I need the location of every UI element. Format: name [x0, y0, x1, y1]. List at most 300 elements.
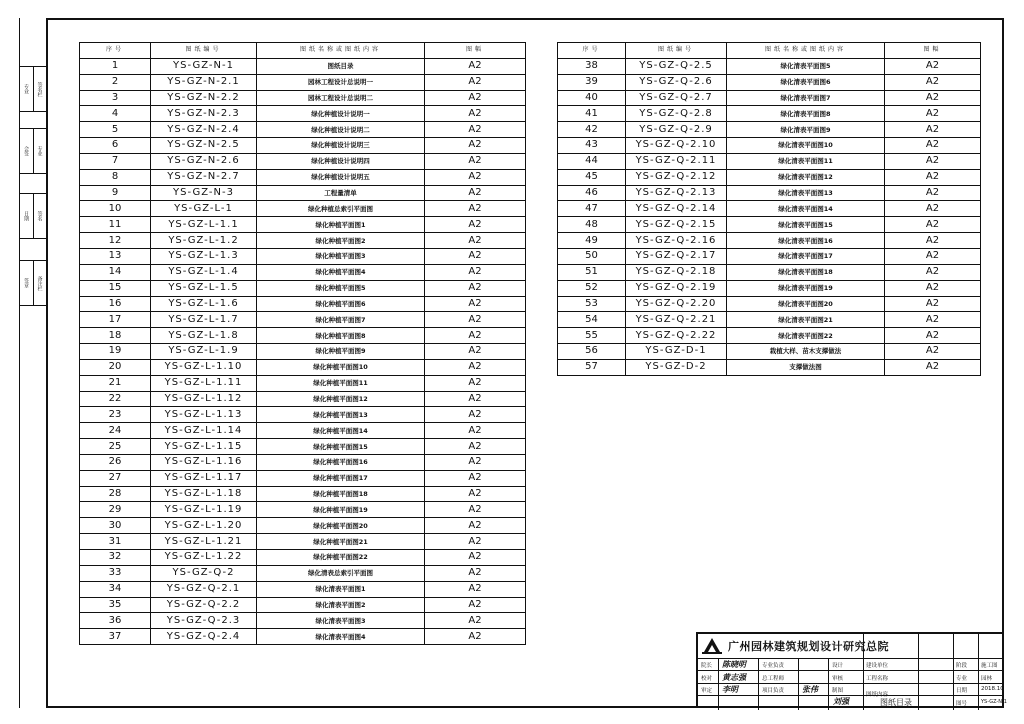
- drawing-code: YS-GZ-L-1.21: [151, 534, 257, 550]
- signature: 张伟: [802, 684, 818, 694]
- drawing-code: YS-GZ-L-1.1: [151, 217, 257, 233]
- signature: 黄志强: [722, 672, 746, 682]
- drawing-code: YS-GZ-N-2.4: [151, 122, 257, 138]
- drawing-title: 绿化种植平面图4: [257, 264, 425, 280]
- row-index: 6: [80, 138, 151, 154]
- col-header-index: 序号: [558, 43, 626, 59]
- table-row: [558, 264, 981, 280]
- paper-size: A2: [425, 296, 526, 312]
- paper-size: A2: [425, 550, 526, 566]
- row-index: 48: [558, 217, 626, 233]
- strip-label: 签章: [20, 261, 34, 305]
- row-index: 11: [80, 217, 151, 233]
- row-index: 8: [80, 169, 151, 185]
- strip-label: 会签: [20, 129, 34, 173]
- drawing-title: 绿化清表平面图8: [727, 106, 885, 122]
- table-row: [80, 312, 526, 328]
- drawing-title: 绿化清表平面图12: [727, 169, 885, 185]
- row-index: 55: [558, 328, 626, 344]
- drawing-code: YS-GZ-N-2.3: [151, 106, 257, 122]
- tb-label: 审核: [832, 676, 844, 682]
- table-row: [558, 359, 981, 375]
- drawing-title: 绿化清表平面图17: [727, 248, 885, 264]
- tb-value: 2018.10: [981, 686, 1004, 692]
- table-row: [80, 534, 526, 550]
- drawing-title: 绿化种植平面图6: [257, 296, 425, 312]
- table-row: [80, 502, 526, 518]
- drawing-code: YS-GZ-L-1.19: [151, 502, 257, 518]
- drawing-title: 园林工程设计总说明一: [257, 74, 425, 90]
- drawing-code: YS-GZ-Q-2.8: [626, 106, 727, 122]
- tb-value: YS-GZ-N-1: [981, 699, 1007, 705]
- paper-size: A2: [425, 185, 526, 201]
- drawing-title: 绿化清表平面图5: [727, 58, 885, 74]
- drawing-title: 绿化种植平面图8: [257, 328, 425, 344]
- drawing-code: YS-GZ-N-2.5: [151, 138, 257, 154]
- row-index: 1: [80, 58, 151, 74]
- drawing-code: YS-GZ-Q-2.9: [626, 122, 727, 138]
- row-index: 53: [558, 296, 626, 312]
- paper-size: A2: [885, 153, 981, 169]
- row-index: 14: [80, 264, 151, 280]
- row-index: 9: [80, 185, 151, 201]
- paper-size: A2: [425, 439, 526, 455]
- drawing-title: 绿化种植平面图10: [257, 359, 425, 375]
- drawing-title: 绿化种植设计说明三: [257, 138, 425, 154]
- strip-cell: [20, 260, 47, 306]
- drawing-title: 绿化清表总索引平面图: [257, 565, 425, 581]
- drawing-title: 绿化种植平面图5: [257, 280, 425, 296]
- row-index: 29: [80, 502, 151, 518]
- table-row: [80, 153, 526, 169]
- paper-size: A2: [425, 565, 526, 581]
- row-index: 22: [80, 391, 151, 407]
- table-row: [558, 248, 981, 264]
- row-index: 4: [80, 106, 151, 122]
- table-row: [558, 217, 981, 233]
- row-index: 30: [80, 518, 151, 534]
- tb-label: 制图: [832, 688, 844, 694]
- strip-label: 备注栏: [36, 275, 43, 291]
- tb-label: 审定: [701, 688, 713, 694]
- row-index: 44: [558, 153, 626, 169]
- drawing-code: YS-GZ-Q-2.12: [626, 169, 727, 185]
- paper-size: A2: [425, 201, 526, 217]
- table-row: [558, 153, 981, 169]
- drawing-title: 绿化清表平面图19: [727, 280, 885, 296]
- drawing-code: YS-GZ-Q-2.17: [626, 248, 727, 264]
- drawing-code: YS-GZ-Q-2.19: [626, 280, 727, 296]
- table-row: [80, 518, 526, 534]
- paper-size: A2: [885, 233, 981, 249]
- drawing-code: YS-GZ-L-1.13: [151, 407, 257, 423]
- drawing-code: YS-GZ-Q-2.22: [626, 328, 727, 344]
- row-index: 40: [558, 90, 626, 106]
- paper-size: A2: [885, 264, 981, 280]
- drawing-title: 绿化种植平面图11: [257, 375, 425, 391]
- drawing-code: YS-GZ-L-1.10: [151, 359, 257, 375]
- paper-size: A2: [425, 534, 526, 550]
- row-index: 35: [80, 597, 151, 613]
- table-row: [80, 581, 526, 597]
- drawing-code: YS-GZ-Q-2.7: [626, 90, 727, 106]
- paper-size: A2: [885, 280, 981, 296]
- drawing-code: YS-GZ-L-1.8: [151, 328, 257, 344]
- signature: 刘强: [833, 696, 849, 706]
- drawing-title: 绿化种植平面图19: [257, 502, 425, 518]
- paper-size: A2: [425, 280, 526, 296]
- row-index: 18: [80, 328, 151, 344]
- row-index: 17: [80, 312, 151, 328]
- drawing-title: 绿化种植设计说明一: [257, 106, 425, 122]
- tb-value: 园林: [981, 676, 993, 682]
- table-row: [80, 217, 526, 233]
- tb-value: 施工图: [981, 663, 998, 669]
- col-header-title: 图纸名称或图纸内容: [727, 43, 885, 59]
- tb-label: 设计: [832, 663, 844, 669]
- drawing-title: 绿化种植设计说明五: [257, 169, 425, 185]
- table-row: [80, 264, 526, 280]
- table-row: [558, 201, 981, 217]
- drawing-code: YS-GZ-Q-2.18: [626, 264, 727, 280]
- table-row: [558, 233, 981, 249]
- paper-size: A2: [425, 423, 526, 439]
- paper-size: A2: [425, 486, 526, 502]
- paper-size: A2: [425, 90, 526, 106]
- drawing-code: YS-GZ-L-1.17: [151, 470, 257, 486]
- col-header-code: 图纸编号: [151, 43, 257, 59]
- row-index: 43: [558, 138, 626, 154]
- drawing-title: 绿化种植平面图12: [257, 391, 425, 407]
- row-index: 13: [80, 248, 151, 264]
- col-header-size: 图幅: [425, 43, 526, 59]
- row-index: 50: [558, 248, 626, 264]
- drawing-title: 绿化种植平面图1: [257, 217, 425, 233]
- table-row: [558, 90, 981, 106]
- drawing-code: YS-GZ-Q-2.16: [626, 233, 727, 249]
- table-row: [80, 296, 526, 312]
- drawing-code: YS-GZ-L-1.15: [151, 439, 257, 455]
- col-header-index: 序号: [80, 43, 151, 59]
- drawing-title: 绿化种植平面图2: [257, 233, 425, 249]
- tb-label: 工程名称: [866, 676, 889, 682]
- table-row: [80, 629, 526, 645]
- paper-size: A2: [425, 597, 526, 613]
- drawing-code: YS-GZ-L-1.20: [151, 518, 257, 534]
- strip-label: 专业: [20, 67, 34, 111]
- row-index: 38: [558, 58, 626, 74]
- paper-size: A2: [885, 138, 981, 154]
- paper-size: A2: [425, 312, 526, 328]
- drawing-title: 绿化清表平面图13: [727, 185, 885, 201]
- table-row: [80, 375, 526, 391]
- drawing-code: YS-GZ-Q-2.13: [626, 185, 727, 201]
- table-row: [80, 344, 526, 360]
- drawing-title: 绿化清表平面图4: [257, 629, 425, 645]
- drawing-title: 绿化清表平面图6: [727, 74, 885, 90]
- drawing-title: 绿化种植平面图14: [257, 423, 425, 439]
- drawing-title: 绿化种植平面图13: [257, 407, 425, 423]
- table-header-row: [80, 43, 526, 59]
- tb-label: 总工程师: [762, 676, 785, 682]
- table-row: [558, 138, 981, 154]
- table-row: [558, 58, 981, 74]
- paper-size: A2: [425, 502, 526, 518]
- table-row: [558, 169, 981, 185]
- drawing-title: 图纸目录: [257, 58, 425, 74]
- paper-size: A2: [885, 296, 981, 312]
- row-index: 37: [80, 629, 151, 645]
- row-index: 15: [80, 280, 151, 296]
- table-row: [80, 233, 526, 249]
- table-row: [80, 58, 526, 74]
- col-header-code: 图纸编号: [626, 43, 727, 59]
- drawing-title: 支撑做法图: [727, 359, 885, 375]
- drawing-title: 绿化清表平面图7: [727, 90, 885, 106]
- drawing-title: 绿化种植平面图22: [257, 550, 425, 566]
- paper-size: A2: [425, 58, 526, 74]
- drawing-code: YS-GZ-N-2.7: [151, 169, 257, 185]
- paper-size: A2: [885, 217, 981, 233]
- table-row: [80, 248, 526, 264]
- drawing-content-label: 图纸内容: [866, 692, 889, 698]
- drawing-title: 绿化清表平面图11: [727, 153, 885, 169]
- drawing-code: YS-GZ-L-1.2: [151, 233, 257, 249]
- table-row: [80, 328, 526, 344]
- table-row: [558, 74, 981, 90]
- drawing-title: 绿化清表平面图14: [727, 201, 885, 217]
- table-row: [80, 550, 526, 566]
- drawing-code: YS-GZ-N-3: [151, 185, 257, 201]
- row-index: 52: [558, 280, 626, 296]
- drawing-code: YS-GZ-Q-2.14: [626, 201, 727, 217]
- drawing-code: YS-GZ-Q-2.4: [151, 629, 257, 645]
- tb-label: 院长: [701, 663, 713, 669]
- tb-label: 建设单位: [866, 663, 889, 669]
- paper-size: A2: [885, 328, 981, 344]
- table-row: [558, 280, 981, 296]
- drawing-title: 绿化清表平面图20: [727, 296, 885, 312]
- paper-size: A2: [425, 359, 526, 375]
- drawing-title: 绿化清表平面图15: [727, 217, 885, 233]
- row-index: 49: [558, 233, 626, 249]
- table-row: [80, 407, 526, 423]
- table-row: [80, 613, 526, 629]
- row-index: 16: [80, 296, 151, 312]
- paper-size: A2: [425, 581, 526, 597]
- row-index: 31: [80, 534, 151, 550]
- table-row: [80, 486, 526, 502]
- drawing-title: 绿化清表平面图3: [257, 613, 425, 629]
- strip-label: 签名: [36, 211, 43, 221]
- drawing-code: YS-GZ-L-1: [151, 201, 257, 217]
- row-index: 27: [80, 470, 151, 486]
- drawing-title: 绿化种植平面图17: [257, 470, 425, 486]
- paper-size: A2: [885, 106, 981, 122]
- row-index: 28: [80, 486, 151, 502]
- drawing-title: 绿化种植平面图18: [257, 486, 425, 502]
- row-index: 57: [558, 359, 626, 375]
- paper-size: A2: [885, 359, 981, 375]
- table-row: [80, 106, 526, 122]
- table-row: [558, 106, 981, 122]
- row-index: 12: [80, 233, 151, 249]
- drawing-code: YS-GZ-Q-2.5: [626, 58, 727, 74]
- paper-size: A2: [425, 74, 526, 90]
- row-index: 51: [558, 264, 626, 280]
- paper-size: A2: [885, 122, 981, 138]
- table-row: [80, 201, 526, 217]
- drawing-title: 图纸目录: [880, 698, 912, 707]
- row-index: 56: [558, 344, 626, 360]
- title-block: [696, 632, 1007, 708]
- drawing-code: YS-GZ-L-1.4: [151, 264, 257, 280]
- tb-label: 校对: [701, 676, 713, 682]
- paper-size: A2: [425, 629, 526, 645]
- drawing-code: YS-GZ-L-1.9: [151, 344, 257, 360]
- table-row: [558, 312, 981, 328]
- table-row: [80, 74, 526, 90]
- row-index: 34: [80, 581, 151, 597]
- row-index: 26: [80, 454, 151, 470]
- table-header-row: [558, 43, 981, 59]
- table-row: [80, 185, 526, 201]
- paper-size: A2: [425, 454, 526, 470]
- table-row: [558, 185, 981, 201]
- drawing-code: YS-GZ-D-1: [626, 344, 727, 360]
- drawing-title: 工程量清单: [257, 185, 425, 201]
- tb-label: 图号: [956, 701, 968, 707]
- drawing-code: YS-GZ-L-1.5: [151, 280, 257, 296]
- drawing-title: 绿化清表平面图22: [727, 328, 885, 344]
- table-row: [80, 90, 526, 106]
- drawing-title: 绿化清表平面图16: [727, 233, 885, 249]
- institute-name: 广州园林建筑规划设计研究总院: [728, 640, 889, 653]
- table-row: [558, 296, 981, 312]
- row-index: 7: [80, 153, 151, 169]
- row-index: 54: [558, 312, 626, 328]
- table-row: [80, 439, 526, 455]
- table-row: [80, 122, 526, 138]
- table-row: [80, 597, 526, 613]
- drawing-list-table-right: [557, 42, 981, 376]
- paper-size: A2: [425, 233, 526, 249]
- drawing-title: 园林工程设计总说明二: [257, 90, 425, 106]
- tb-label: 阶段: [956, 663, 968, 669]
- table-row: [80, 454, 526, 470]
- drawing-code: YS-GZ-L-1.14: [151, 423, 257, 439]
- tb-label: 项目负责: [762, 688, 785, 694]
- paper-size: A2: [425, 518, 526, 534]
- tb-label: 专业负责: [762, 663, 785, 669]
- drawing-code: YS-GZ-Q-2.21: [626, 312, 727, 328]
- table-row: [80, 359, 526, 375]
- drawing-code: YS-GZ-L-1.6: [151, 296, 257, 312]
- paper-size: A2: [425, 122, 526, 138]
- drawing-title: 绿化清表平面图21: [727, 312, 885, 328]
- row-index: 39: [558, 74, 626, 90]
- paper-size: A2: [885, 169, 981, 185]
- drawing-code: YS-GZ-L-1.3: [151, 248, 257, 264]
- paper-size: A2: [425, 169, 526, 185]
- table-row: [80, 470, 526, 486]
- row-index: 33: [80, 565, 151, 581]
- paper-size: A2: [885, 185, 981, 201]
- paper-size: A2: [885, 312, 981, 328]
- drawing-code: YS-GZ-Q-2.6: [626, 74, 727, 90]
- drawing-code: YS-GZ-Q-2.2: [151, 597, 257, 613]
- paper-size: A2: [885, 58, 981, 74]
- strip-cell: [20, 66, 47, 112]
- paper-size: A2: [885, 74, 981, 90]
- strip-label: 专业: [36, 146, 43, 156]
- row-index: 25: [80, 439, 151, 455]
- drawing-code: YS-GZ-Q-2: [151, 565, 257, 581]
- paper-size: A2: [885, 201, 981, 217]
- drawing-code: YS-GZ-Q-2.3: [151, 613, 257, 629]
- drawing-code: YS-GZ-Q-2.20: [626, 296, 727, 312]
- row-index: 46: [558, 185, 626, 201]
- row-index: 41: [558, 106, 626, 122]
- drawing-title: 绿化种植设计说明二: [257, 122, 425, 138]
- paper-size: A2: [885, 248, 981, 264]
- row-index: 47: [558, 201, 626, 217]
- drawing-title: 绿化种植平面图7: [257, 312, 425, 328]
- drawing-title: 绿化种植平面图15: [257, 439, 425, 455]
- paper-size: A2: [425, 344, 526, 360]
- drawing-list-table-left: [79, 42, 526, 645]
- row-index: 19: [80, 344, 151, 360]
- row-index: 5: [80, 122, 151, 138]
- drawing-title: 绿化种植平面图20: [257, 518, 425, 534]
- col-header-size: 图幅: [885, 43, 981, 59]
- strip-cell: [20, 128, 47, 174]
- paper-size: A2: [425, 328, 526, 344]
- institute-logo-icon: [702, 636, 722, 654]
- signature: 陈晓明: [722, 659, 746, 669]
- row-index: 42: [558, 122, 626, 138]
- paper-size: A2: [425, 470, 526, 486]
- drawing-code: YS-GZ-Q-2.10: [626, 138, 727, 154]
- drawing-title: 绿化种植平面图9: [257, 344, 425, 360]
- drawing-title: 栽植大样、苗木支撑做法: [727, 344, 885, 360]
- drawing-code: YS-GZ-Q-2.11: [626, 153, 727, 169]
- row-index: 3: [80, 90, 151, 106]
- table-row: [80, 280, 526, 296]
- drawing-title: 绿化清表平面图2: [257, 597, 425, 613]
- drawing-title: 绿化种植平面图3: [257, 248, 425, 264]
- row-index: 23: [80, 407, 151, 423]
- row-index: 2: [80, 74, 151, 90]
- paper-size: A2: [425, 264, 526, 280]
- row-index: 36: [80, 613, 151, 629]
- strip-label: 日期: [20, 194, 34, 238]
- table-row: [80, 565, 526, 581]
- table-row: [558, 122, 981, 138]
- strip-label: 签名栏: [36, 81, 43, 97]
- paper-size: A2: [425, 407, 526, 423]
- paper-size: A2: [425, 391, 526, 407]
- tb-label: 日期: [956, 688, 968, 694]
- drawing-code: YS-GZ-L-1.22: [151, 550, 257, 566]
- drawing-code: YS-GZ-L-1.7: [151, 312, 257, 328]
- drawing-title: 绿化种植设计说明四: [257, 153, 425, 169]
- paper-size: A2: [425, 613, 526, 629]
- drawing-code: YS-GZ-N-2.6: [151, 153, 257, 169]
- row-index: 32: [80, 550, 151, 566]
- paper-size: A2: [425, 217, 526, 233]
- drawing-code: YS-GZ-L-1.11: [151, 375, 257, 391]
